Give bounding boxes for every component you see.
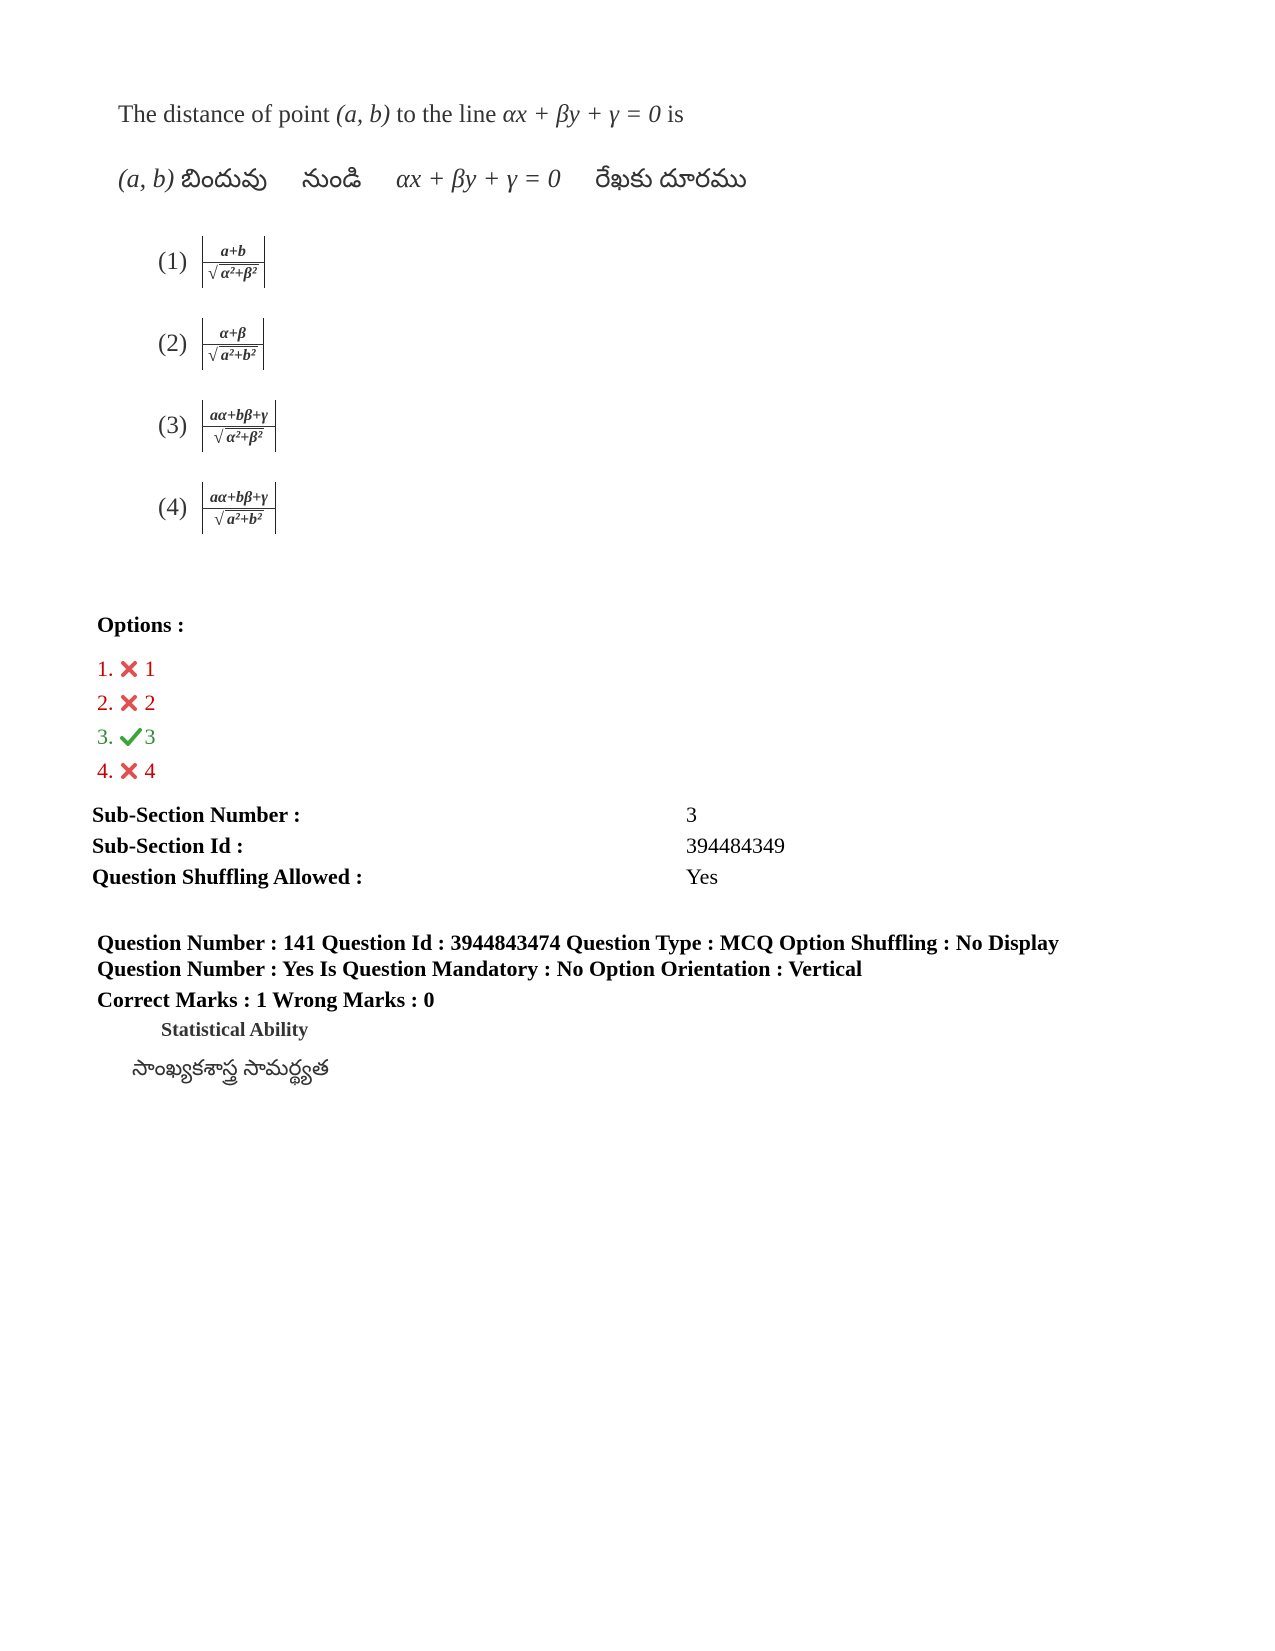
- choice-label: (2): [158, 330, 188, 357]
- subsection-id-label: Sub-Section Id :: [92, 833, 244, 858]
- option-2: [97, 690, 156, 716]
- telugu-word-distance: రేఖకు దూరము: [595, 164, 747, 193]
- option-1: [97, 656, 156, 682]
- question-shuffling-label: Question Shuffling Allowed :: [92, 864, 363, 889]
- question-text-middle: to the line: [390, 101, 503, 128]
- fraction: [206, 242, 261, 283]
- absolute-value: [202, 400, 276, 452]
- subsection-id-value: 394484349: [686, 833, 785, 858]
- option-value: 4: [144, 758, 156, 783]
- section-title-english: Statistical Ability: [161, 1019, 309, 1041]
- absolute-value: [202, 318, 264, 370]
- option-number: 4.: [97, 758, 114, 783]
- fraction-denominator: a²+b²: [220, 346, 256, 364]
- subsection-number-value: 3: [686, 802, 697, 827]
- choice-label: (4): [158, 494, 188, 521]
- choice-label: (3): [158, 412, 188, 439]
- cross-icon: [120, 762, 138, 780]
- point-expression: (a, b): [336, 101, 391, 128]
- radical-sign: √: [208, 262, 218, 283]
- option-value: 1: [144, 656, 156, 681]
- fraction-numerator: aα+bβ+γ: [202, 488, 276, 509]
- marks-line: Correct Marks : 1 Wrong Marks : 0: [97, 987, 435, 1012]
- options-title: Options :: [97, 612, 185, 637]
- choice-2: [158, 318, 264, 370]
- line-equation-telugu: αx + βy + γ = 0: [396, 164, 561, 193]
- question-shuffling-value: Yes: [686, 864, 719, 889]
- telugu-word-from: నుండి: [301, 164, 362, 193]
- question-image: [118, 98, 818, 196]
- choice-label: (1): [158, 248, 188, 275]
- line-equation: αx + βy + γ = 0: [502, 101, 661, 128]
- option-3: [97, 724, 156, 750]
- question-telugu: [118, 162, 818, 196]
- fraction-numerator: α+β: [202, 324, 264, 345]
- question-meta-line2: Question Number : Yes Is Question Mandatory : No Option Orientation : Vertical: [97, 956, 863, 981]
- fraction-numerator: aα+bβ+γ: [202, 406, 276, 427]
- check-icon: [120, 728, 138, 746]
- fraction-denominator: α²+β²: [220, 264, 257, 282]
- cross-icon: [120, 660, 138, 678]
- question-text-suffix: is: [660, 101, 684, 128]
- absolute-value: [202, 236, 265, 288]
- question-meta-line1: Question Number : 141 Question Id : 3944843474 Question Type : MCQ Option Shuffling : No Display: [97, 930, 1060, 955]
- fraction-denominator: α²+β²: [226, 428, 263, 446]
- fraction-numerator: a+b: [202, 242, 265, 263]
- choice-1: [158, 236, 265, 288]
- telugu-word-point: బిందువు: [180, 164, 268, 193]
- subsection-number-label: Sub-Section Number :: [92, 802, 301, 827]
- absolute-value: [202, 482, 276, 534]
- fraction: [206, 324, 260, 365]
- question-english: [118, 98, 818, 132]
- choice-3: [158, 400, 276, 452]
- option-number: 3.: [97, 724, 114, 749]
- option-number: 2.: [97, 690, 114, 715]
- fraction: [206, 488, 272, 529]
- option-number: 1.: [97, 656, 114, 681]
- fraction-denominator: a²+b²: [227, 510, 262, 528]
- section-title-telugu: సాంఖ్యకశాస్త్ర సామర్థ్యత: [132, 1055, 329, 1080]
- cross-icon: [120, 694, 138, 712]
- choice-4: [158, 482, 276, 534]
- option-value: 3: [144, 724, 156, 749]
- option-value: 2: [144, 690, 156, 715]
- question-text: The distance of point: [118, 101, 336, 128]
- radical-sign: √: [214, 508, 225, 529]
- fraction: [206, 406, 272, 447]
- option-4: [97, 758, 156, 784]
- radical-sign: √: [213, 426, 224, 447]
- point-expression-telugu: (a, b): [118, 164, 175, 193]
- radical-sign: √: [208, 344, 218, 365]
